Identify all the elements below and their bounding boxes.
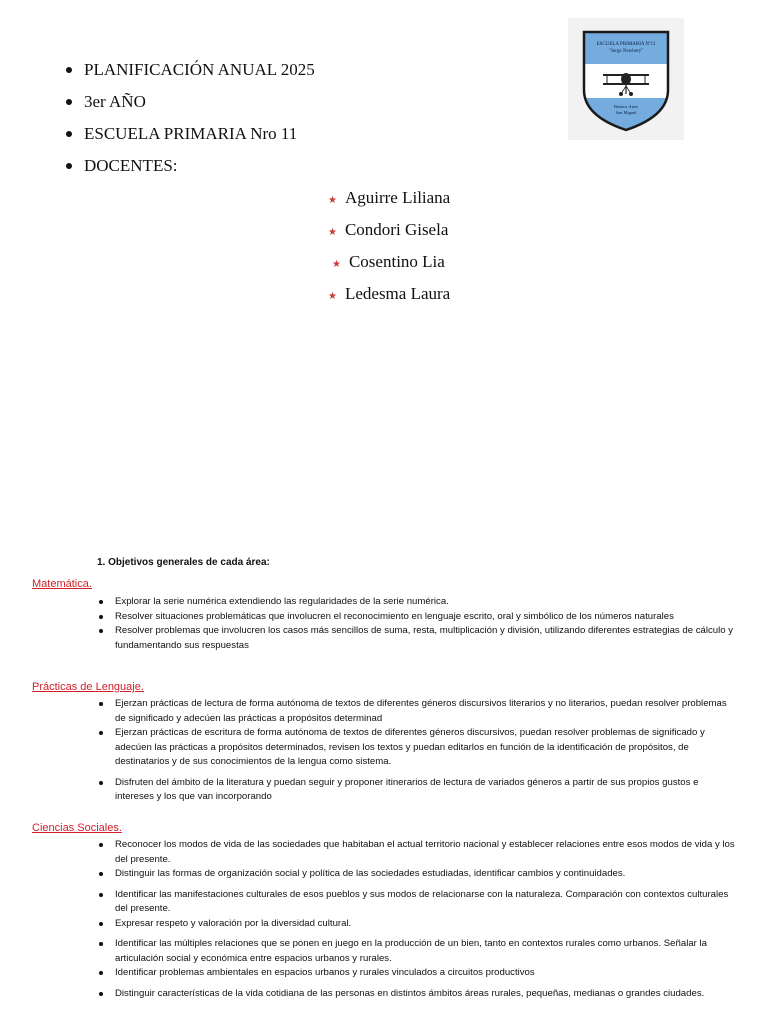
list-item: Resolver situaciones problemáticas que involucren el reconocimiento en lenguaje escrito, oral y simbólico de los números naturales [98, 610, 735, 625]
teachers-list [328, 182, 450, 310]
logo-line2: "Jorge Newbery" [608, 49, 644, 54]
teacher-item [328, 214, 450, 246]
logo-line1: ESCUELA PRIMARIA Nº11 [596, 42, 656, 47]
list-item: Distinguir las formas de organización social y política de las sociedades estudiadas, identificar cambios y continuidades. [98, 867, 735, 882]
school-logo [568, 18, 684, 140]
star-icon: ★ [328, 195, 337, 206]
teacher-item [332, 246, 450, 278]
objectives-heading: 1. Objetivos generales de cada área: [97, 557, 270, 568]
teacher-item [328, 278, 450, 310]
header-list [66, 54, 315, 182]
sociales-list [98, 838, 735, 1001]
teacher-name: Condori Gisela [344, 220, 449, 239]
teachers-label: DOCENTES: [66, 150, 315, 182]
list-item: Expresar respeto y valoración por la diversidad cultural. [98, 917, 735, 932]
area-title-sociales: Ciencias Sociales. [32, 822, 122, 834]
area-title-lenguaje: Prácticas de Lenguaje. [32, 681, 144, 693]
matematica-list [98, 595, 735, 653]
list-item: Resolver problemas que involucren los casos más sencillos de suma, resta, multiplicación y división, utilizando diferentes estrategias de cálculo y fundamentando sus respuestas [98, 624, 735, 653]
star-icon: ★ [328, 291, 337, 302]
teacher-item [328, 182, 450, 214]
logo-line4: San Miguel [615, 110, 637, 115]
star-icon: ★ [332, 259, 341, 270]
list-item: Identificar las manifestaciones culturales de esos pueblos y sus modos de relacionarse con la naturaleza. Comparación con contextos culturales del presente. [98, 888, 735, 917]
grade-label: 3er AÑO [66, 86, 315, 118]
area-title-matematica: Matemática. [32, 578, 92, 590]
list-item: Identificar las múltiples relaciones que se ponen en juego en la producción de un bien, tanto en contextos rurales como urbanos. Señalar la articulación social y económica entre espacios urbanos y rurales. [98, 937, 735, 966]
school-name: ESCUELA PRIMARIA Nro 11 [66, 118, 315, 150]
list-item: Identificar problemas ambientales en espacios urbanos y rurales vinculados a circuitos productivos [98, 966, 735, 981]
plan-title: PLANIFICACIÓN ANUAL 2025 [66, 54, 315, 86]
lenguaje-list [98, 697, 735, 805]
teacher-name: Aguirre Liliana [344, 188, 451, 207]
list-item: Disfruten del ámbito de la literatura y puedan seguir y proponer itinerarios de lectura de variados géneros a partir de sus propios gustos e intereses y los que van incorporando [98, 776, 735, 805]
star-icon: ★ [328, 227, 337, 238]
list-item: Ejerzan prácticas de escritura de forma autónoma de textos de diferentes géneros discursivos, puedan resolver problemas de significado y adecúen las prácticas a propósitos determinados, revisen los textos y puedan editarlos en función de la identificación de propósitos, de destinatarios y de sus conocimientos de la lengua como sistema. [98, 726, 735, 770]
list-item: Distinguir características de la vida cotidiana de las personas en distintos ámbitos áreas rurales, pequeñas, medianas o grandes ciudades. [98, 987, 735, 1002]
teacher-name: Ledesma Laura [344, 284, 451, 303]
logo-line3: Buenos Aires [613, 104, 639, 109]
list-item: Reconocer los modos de vida de las sociedades que habitaban el actual territorio nacional y establecer relaciones entre esos modos de vida y los del presente. [98, 838, 735, 867]
list-item: Ejerzan prácticas de lectura de forma autónoma de textos de diferentes géneros discursivos literarios y no literarios, puedan resolver problemas de significado y adecúen las prácticas a propósitos determinad [98, 697, 735, 726]
teacher-name: Cosentino Lia [348, 252, 445, 271]
list-item: Explorar la serie numérica extendiendo las regularidades de la serie numérica. [98, 595, 735, 610]
shield-icon [581, 28, 671, 132]
